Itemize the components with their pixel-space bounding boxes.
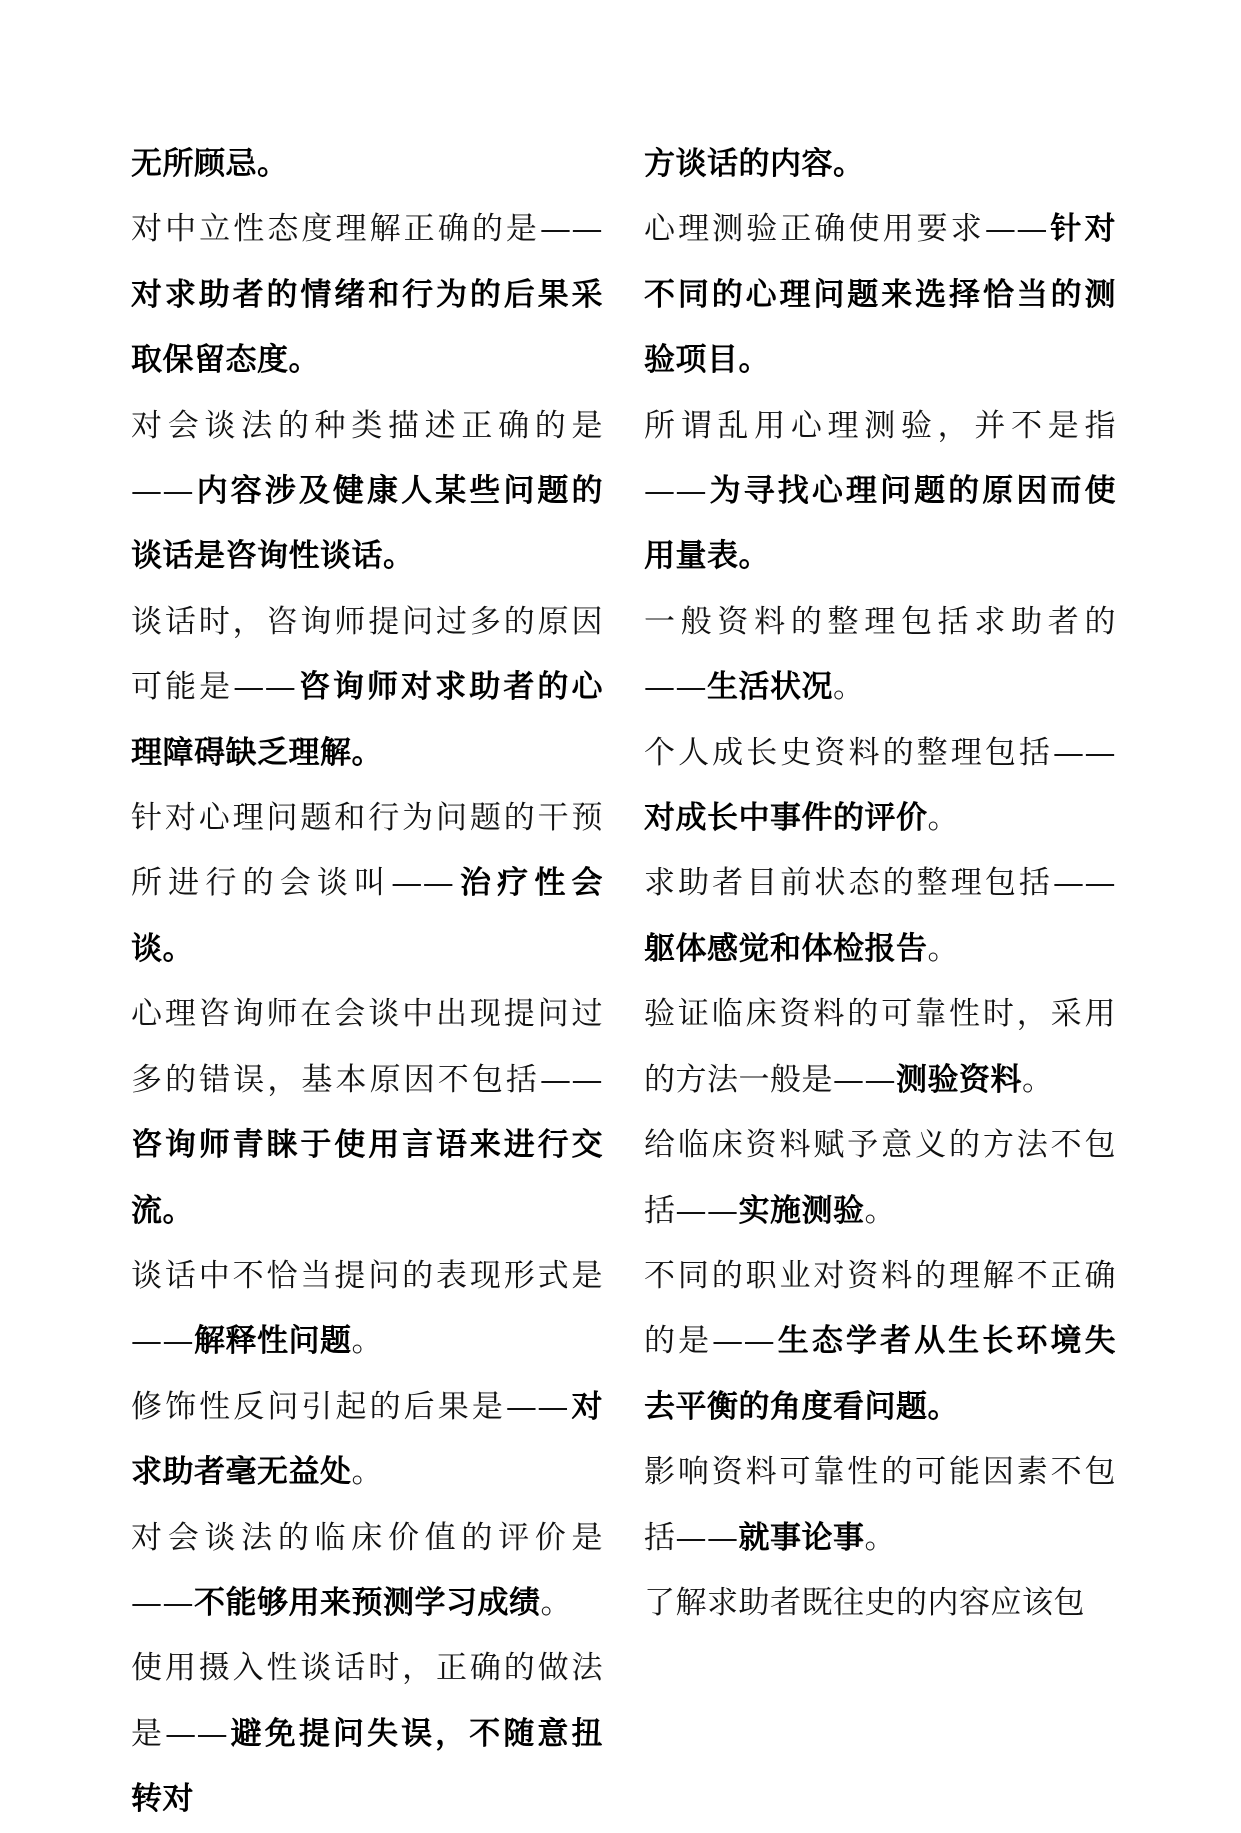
answer-text: 方谈话的内容。 [644,146,865,182]
qa-entry [131,982,603,1244]
question-text: 对会谈法的种类描述正确的是—— [131,407,603,510]
question-text: 一般资料的整理包括求助者的—— [644,603,1116,706]
qa-entry [131,132,603,197]
question-text: 使用摄入性谈话时，正确的做法是—— [131,1650,603,1752]
qa-entry [644,1571,1116,1636]
question-text: 修饰性反问引起的后果是—— [131,1388,569,1425]
answer-tail: 。 [1022,1061,1054,1098]
qa-entry [131,197,603,393]
answer-tail: 。 [540,1584,572,1621]
answer-text: 治疗性会谈。 [131,865,604,967]
left-column [131,132,603,1833]
answer-tail: 。 [927,930,959,967]
question-text: 影响资料可靠性的可能因素不包括—— [644,1454,1116,1556]
answer-tail: 。 [864,1192,896,1229]
qa-entry [644,1244,1116,1440]
right-column [644,132,1116,1636]
question-text: 心理咨询师在会谈中出现提问过多的错误，基本原因不包括—— [131,996,603,1098]
qa-entry [131,590,603,786]
answer-text: 实施测验 [738,1192,865,1229]
answer-tail: 。 [833,669,865,706]
qa-entry [644,1113,1116,1244]
qa-entry [644,132,1116,197]
qa-entry [644,851,1116,982]
qa-entry [644,1440,1116,1571]
question-text: 对中立性态度理解正确的是—— [131,211,603,248]
question-text: 对会谈法的临床价值的评价是—— [131,1519,603,1621]
answer-text: 就事论事 [738,1519,865,1556]
qa-entry [131,1375,603,1506]
question-text: 不同的职业对资料的理解不正确的是—— [644,1257,1116,1360]
qa-entry [644,721,1116,852]
question-text: 所谓乱用心理测验，并不是指—— [644,407,1116,510]
question-text: 求助者目前状态的整理包括—— [644,865,1116,902]
answer-tail: 。 [864,1519,896,1556]
answer-text: 避免提问失误，不随意扭转对 [131,1715,604,1818]
answer-text: 对求助者毫无益处 [131,1388,604,1491]
qa-entry [131,1506,603,1637]
question-text: 针对心理问题和行为问题的干预所进行的会谈叫—— [131,800,603,902]
question-text: 谈话中不恰当提问的表现形式是—— [131,1257,603,1360]
qa-entry [131,1636,603,1832]
question-text: 给临床资料赋予意义的方法不包括—— [644,1127,1116,1229]
question-text: 谈话时，咨询师提问过多的原因可能是—— [131,603,603,706]
answer-tail: 。 [351,1454,383,1491]
answer-text: 内容涉及健康人某些问题的谈话是咨询性谈话。 [131,473,603,575]
answer-text: 针对不同的心理问题来选择恰当的测验项目。 [644,211,1117,379]
question-text: 个人成长史资料的整理包括—— [644,734,1116,771]
qa-entry [131,1244,603,1375]
answer-text: 生活状况 [707,669,833,706]
answer-text: 不能够用来预测学习成绩 [194,1584,541,1621]
answer-text: 对成长中事件的评价 [644,800,928,837]
question-text: 验证临床资料的可靠性时，采用的方法一般是—— [644,996,1116,1098]
answer-text: 咨询师青睐于使用言语来进行交流。 [131,1127,603,1229]
answer-text: 躯体感觉和体检报告 [644,930,928,967]
qa-entry [644,982,1116,1113]
answer-text: 无所顾忌。 [131,146,289,182]
answer-text: 测验资料 [896,1061,1022,1098]
qa-entry [131,786,603,982]
answer-text: 为寻找心理问题的原因而使用量表。 [644,473,1116,575]
answer-text: 咨询师对求助者的心理障碍缺乏理解。 [131,669,603,771]
answer-text: 对求助者的情绪和行为的后果采取保留态度。 [131,276,603,379]
qa-entry [644,590,1116,721]
answer-text: 生态学者从生长环境失去平衡的角度看问题。 [644,1323,1117,1425]
qa-entry [131,394,603,590]
qa-entry [644,197,1116,393]
answer-text: 解释性问题 [194,1323,352,1360]
qa-entry [644,394,1116,590]
answer-tail: 。 [351,1323,383,1360]
answer-tail: 。 [927,800,959,837]
question-text: 了解求助者既往史的内容应该包 [644,1584,1085,1621]
question-text: 心理测验正确使用要求—— [644,211,1048,248]
